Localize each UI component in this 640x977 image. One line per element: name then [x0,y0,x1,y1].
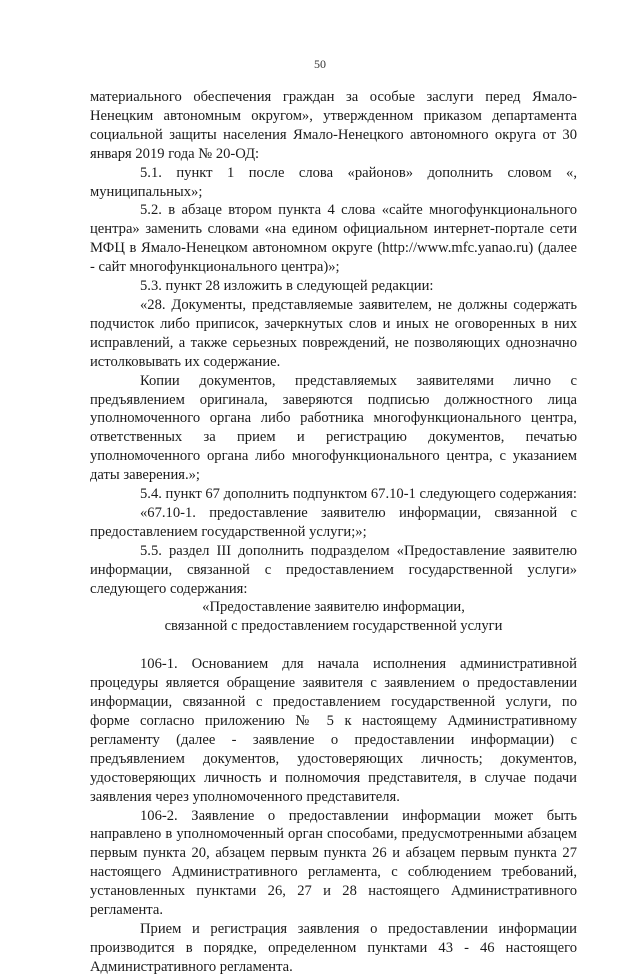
blank-line [90,636,577,655]
paragraph-28: «28. Документы, представляемые заявителем, не должны содержать подчисток либо приписок, зачеркнутых слов и иных не оговоренных в них исправлений, а также серьезных повреждений, не позволяющих однозначно истолковывать их содержание. [90,296,577,370]
document-body [90,88,577,977]
paragraph-106-1: 106-1. Основанием для начала исполнения административной процедуры является обращение заявителя с заявлением о предоставлении информации, связанной с предоставлением государственной услуги, по форме согласно приложению № 5 к настоящему Административному регламенту (далее - заявление о предоставлении информации) с предъявлением документов, удостоверяющих личность; документов, удостоверяющих личность и полномочия представителя, в случае подачи заявления через уполномоченного представителя. [90,656,577,805]
paragraph-reception: Прием и регистрация заявления о предоставлении информации производится в порядке, определенном пунктами 43 - 46 настоящего Административного регламента. [90,920,577,975]
paragraph-5-5: 5.5. раздел III дополнить подразделом «Предоставление заявителю информации, связанной с предоставлением государственной услуги» следующего содержания: [90,542,577,597]
paragraph-5-2: 5.2. в абзаце втором пункта 4 слова «сайте многофункционального центра» заменить словами «на едином официальном интернет-портале сети МФЦ в Ямало-Ненецком автономном округе (http://www.mfc.yanao.ru) (далее - сайт многофункционального центра)»; [90,202,577,276]
subsection-heading-line2: связанной с предоставлением государственной услуги [164,618,503,635]
paragraph-106-2: 106-2. Заявление о предоставлении информации может быть направлено в уполномоченный орган способами, предусмотренными абзацем первым пункта 20, абзацем первым пункта 26 и абзацем первым пункта 27 настоящего Административного регламента, с соблюдением требований, установленных пунктами 26, 27 и 28 настоящего Административного регламента. [90,807,577,919]
subsection-heading-line1: «Предоставление заявителю информации, [202,599,465,616]
paragraph-5-3: 5.3. пункт 28 изложить в следующей редакции: [140,278,434,295]
paragraph-5-1: 5.1. пункт 1 после слова «районов» дополнить словом «, муниципальных»; [90,164,577,200]
page-number: 50 [314,57,326,71]
paragraph-5-4: 5.4. пункт 67 дополнить подпунктом 67.10-1 следующего содержания: [140,486,577,503]
paragraph-67-10-1: «67.10-1. предоставление заявителю информации, связанной с предоставлением государственной услуги;»; [90,504,577,540]
paragraph-copies: Копии документов, представляемых заявителями лично с предъявлением оригинала, заверяются подписью должностного лица уполномоченного органа либо работника многофункционального центра, ответственных за прием и регистрацию документов, печатью уполномоченного органа либо многофункционального центра, с указанием даты заверения.»; [90,372,577,484]
paragraph-intro: материального обеспечения граждан за особые заслуги перед Ямало-Ненецким автономным округом», утвержденном приказом департамента социальной защиты населения Ямало-Ненецкого автономного округа от 30 января 2019 года № 20-ОД: [90,89,577,162]
